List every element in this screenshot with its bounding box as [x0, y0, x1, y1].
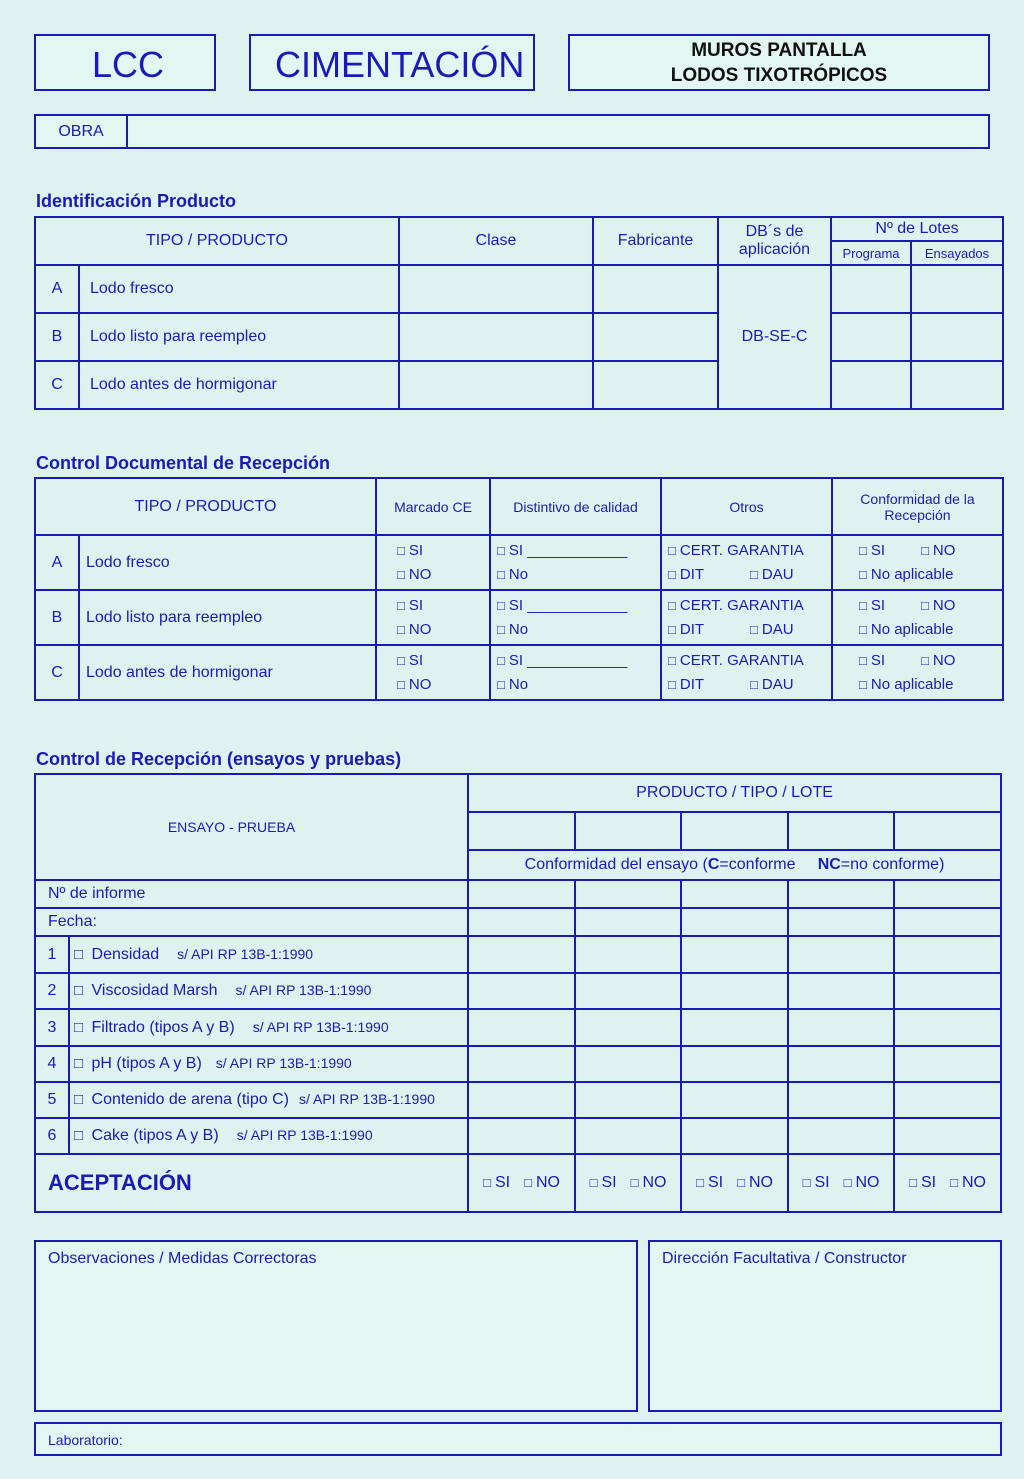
checkbox-icon: □ — [497, 597, 505, 613]
cr-result-cell[interactable] — [788, 1118, 894, 1154]
checkbox-icon: □ — [668, 652, 676, 668]
cr-result-cell[interactable] — [894, 936, 1001, 973]
checkbox-icon: □ — [859, 621, 867, 637]
cr-aceptacion-si[interactable]: □ SI — [483, 1174, 511, 1191]
checkbox-icon: □ — [950, 1175, 958, 1190]
cr-result-cell[interactable] — [894, 1082, 1001, 1118]
cr-test-item[interactable] — [69, 1118, 468, 1154]
cr-result-cell[interactable] — [894, 1118, 1001, 1154]
checkbox-icon: □ — [397, 676, 405, 692]
header-cimentacion: CIMENTACIÓN — [275, 44, 525, 85]
cd-row — [35, 645, 1003, 700]
cr-aceptacion-cell — [575, 1154, 681, 1212]
cr-producto-tipo-lote: PRODUCTO / TIPO / LOTE — [468, 774, 1001, 812]
id-cell-fabricante[interactable] — [593, 265, 718, 313]
cd-option-no-aplicable[interactable]: □ No aplicable — [859, 675, 954, 693]
cd-otros-line2 — [668, 563, 831, 587]
checkbox-icon: □ — [497, 652, 505, 668]
cr-aceptacion-no[interactable]: □ NO — [843, 1174, 880, 1191]
cd-row — [35, 535, 1003, 590]
cd-option-dit[interactable]: □ DIT — [668, 675, 705, 693]
id-cell-ensayados[interactable] — [911, 361, 1003, 409]
cd-option-si[interactable]: □ SI — [397, 541, 424, 559]
cd-conformidad-options — [832, 645, 1003, 700]
cr-fecha-cell[interactable] — [575, 908, 681, 936]
cd-option-cert[interactable]: □ CERT. GARANTIA — [668, 596, 804, 614]
cr-test-item[interactable] — [69, 973, 468, 1009]
cd-conformidad-line1 — [859, 539, 1002, 563]
id-cell-fabricante[interactable] — [593, 361, 718, 409]
cr-test-ref: s/ API RP 13B-1:1990 — [235, 982, 372, 998]
checkbox-icon: □ — [397, 542, 405, 558]
cd-header-conformidad-line2: Recepción — [884, 506, 951, 523]
cd-option-dau[interactable]: □ DAU — [750, 620, 794, 638]
cr-test-ref: s/ API RP 13B-1:1990 — [252, 1018, 389, 1035]
cd-otros-line2 — [668, 618, 831, 642]
cr-test-ref: s/ API RP 13B-1:1990 — [177, 945, 314, 962]
id-header-ensayados: Ensayados — [911, 241, 1003, 265]
cd-option-si[interactable]: □ SI — [859, 596, 886, 614]
checkbox-icon: □ — [74, 982, 84, 999]
checkbox-icon: □ — [750, 621, 758, 637]
cr-fecha-cell[interactable] — [788, 908, 894, 936]
checkbox-icon: □ — [802, 1175, 811, 1190]
cd-otros-options — [661, 645, 832, 700]
cd-option-no-aplicable[interactable]: □ No aplicable — [859, 620, 954, 638]
cr-result-cell[interactable] — [575, 1009, 681, 1046]
checkbox-icon: □ — [74, 1091, 84, 1108]
cd-option-no[interactable]: □ No — [497, 565, 529, 583]
cr-test-row — [35, 1009, 1001, 1046]
header-lcc-box — [34, 34, 216, 91]
checkbox-icon: □ — [524, 1175, 532, 1190]
identificacion-table — [34, 216, 1004, 410]
cd-conformidad-options — [832, 535, 1003, 590]
checkbox-icon: □ — [74, 945, 84, 963]
checkbox-icon: □ — [74, 1018, 84, 1036]
checkbox-icon: □ — [397, 597, 405, 613]
id-cell-programa[interactable] — [831, 361, 911, 409]
cd-marcado-options — [376, 535, 490, 590]
cr-test-name: Cake (tipos A y B) — [91, 1127, 219, 1144]
cr-result-cell[interactable] — [468, 1118, 575, 1154]
cd-distintivo-options — [490, 535, 661, 590]
checkbox-icon: □ — [397, 621, 405, 637]
cr-result-cell[interactable] — [468, 1046, 575, 1082]
cd-option-dit[interactable]: □ DIT — [668, 620, 705, 638]
checkbox-icon: □ — [589, 1175, 598, 1190]
cd-otros-options — [661, 535, 832, 590]
cr-lote-cell[interactable] — [575, 812, 681, 850]
cd-conformidad-options — [832, 590, 1003, 645]
cr-result-cell[interactable] — [788, 1009, 894, 1046]
checkbox-icon: □ — [668, 566, 676, 582]
checkbox-icon: □ — [397, 566, 405, 582]
header-title-box — [568, 34, 990, 91]
cr-result-cell[interactable] — [575, 1118, 681, 1154]
cr-informe-cell[interactable] — [681, 880, 788, 908]
header-lcc: LCC — [92, 44, 165, 85]
cd-row-product: Lodo listo para reempleo — [79, 590, 376, 645]
cr-aceptacion-cell — [788, 1154, 894, 1212]
cr-aceptacion-cell — [894, 1154, 1001, 1212]
cr-result-cell[interactable] — [681, 1082, 788, 1118]
checkbox-icon: □ — [668, 676, 676, 692]
cr-test-item[interactable] — [69, 936, 468, 973]
cr-aceptacion-si[interactable]: □ SI — [589, 1174, 617, 1191]
checkbox-icon: □ — [750, 676, 758, 692]
cr-test-num: 3 — [35, 1009, 69, 1046]
cr-test-name: pH (tipos A y B) — [91, 1055, 202, 1072]
cr-result-cell[interactable] — [681, 936, 788, 973]
cd-option-si-blank[interactable]: □ SI ____________ — [497, 596, 628, 614]
cr-test-row — [35, 1046, 1001, 1082]
id-cell-ensayados[interactable] — [911, 265, 1003, 313]
cd-option-no-aplicable[interactable]: □ No aplicable — [859, 565, 954, 583]
cr-aceptacion-cell — [681, 1154, 788, 1212]
cr-test-row — [35, 973, 1001, 1009]
checkbox-icon: □ — [921, 652, 929, 668]
checkbox-icon: □ — [859, 566, 867, 582]
cr-result-cell[interactable] — [575, 1046, 681, 1082]
id-cell-fabricante[interactable] — [593, 313, 718, 361]
checkbox-icon: □ — [668, 542, 676, 558]
cd-option-cert[interactable]: □ CERT. GARANTIA — [668, 541, 804, 559]
cd-option-no[interactable]: □ NO — [397, 675, 432, 693]
cr-test-ref: s/ API RP 13B-1:1990 — [236, 1127, 373, 1143]
id-row-letter: C — [35, 361, 79, 409]
id-header-dbs-line1: DB´s de — [745, 223, 804, 240]
cr-test-ref: s/ API RP 13B-1:1990 — [298, 1091, 435, 1107]
cd-option-no[interactable]: □ No — [497, 675, 529, 693]
cd-option-no[interactable]: □ NO — [921, 596, 956, 614]
cd-option-no[interactable]: □ NO — [397, 565, 432, 583]
cd-row-product: Lodo antes de hormigonar — [79, 645, 376, 700]
cr-informe-cell[interactable] — [894, 880, 1001, 908]
cd-option-si-blank[interactable]: □ SI ____________ — [497, 541, 628, 559]
checkbox-icon: □ — [497, 676, 505, 692]
cr-result-cell[interactable] — [894, 973, 1001, 1009]
cd-option-dau[interactable]: □ DAU — [750, 675, 794, 693]
cr-result-cell[interactable] — [788, 1082, 894, 1118]
cr-test-item[interactable] — [69, 1046, 468, 1082]
checkbox-icon: □ — [497, 566, 505, 582]
id-header-clase: Clase — [399, 217, 593, 265]
id-cell-clase[interactable] — [399, 313, 593, 361]
cr-result-cell[interactable] — [575, 1082, 681, 1118]
control-recepcion-table — [34, 773, 1002, 1213]
cr-lote-cell[interactable] — [468, 812, 575, 850]
id-header-dbs-line2: aplicación — [738, 241, 811, 258]
cr-lote-cell[interactable] — [681, 812, 788, 850]
id-row-product: Lodo antes de hormigonar — [79, 361, 399, 409]
cr-test-row — [35, 936, 1001, 973]
cr-result-cell[interactable] — [468, 936, 575, 973]
laboratorio-label: Laboratorio: — [48, 1432, 123, 1448]
cr-aceptacion-no[interactable]: □ NO — [524, 1174, 560, 1191]
checkbox-icon: □ — [497, 542, 505, 558]
id-header-lotes: Nº de Lotes — [831, 217, 1003, 241]
id-cell-clase[interactable] — [399, 361, 593, 409]
cr-test-num: 4 — [35, 1046, 69, 1082]
id-row-product: Lodo listo para reempleo — [79, 313, 399, 361]
cd-row-letter: C — [35, 645, 79, 700]
header-cimentacion-box — [249, 34, 535, 91]
cr-test-item[interactable] — [69, 1082, 468, 1118]
cr-test-ref: s/ API RP 13B-1:1990 — [215, 1055, 352, 1071]
cd-option-si-blank[interactable]: □ SI ____________ — [497, 651, 628, 669]
id-db-value: DB-SE-C — [718, 265, 831, 409]
cr-test-name: Viscosidad Marsh — [91, 982, 218, 999]
header-title-line2: LODOS TIXOTRÓPICOS — [670, 65, 888, 86]
cr-informe-cell[interactable] — [788, 880, 894, 908]
observaciones-box[interactable] — [34, 1240, 638, 1412]
cr-fecha-cell[interactable] — [681, 908, 788, 936]
cr-result-cell[interactable] — [788, 1046, 894, 1082]
cr-aceptacion-no[interactable]: □ NO — [950, 1174, 986, 1191]
cd-header-conformidad-line1: Conformidad de la — [860, 490, 975, 507]
cd-header-conformidad — [832, 478, 1003, 535]
cr-aceptacion-label: ACEPTACIÓN — [35, 1154, 468, 1212]
cd-option-si[interactable]: □ SI — [397, 596, 424, 614]
cd-option-dit[interactable]: □ DIT — [668, 565, 705, 583]
cr-fecha-cell[interactable] — [894, 908, 1001, 936]
cd-option-no[interactable]: □ NO — [397, 620, 432, 638]
cr-informe-cell[interactable] — [575, 880, 681, 908]
cr-test-name: Filtrado (tipos A y B) — [91, 1018, 235, 1036]
cd-option-no[interactable]: □ NO — [921, 651, 956, 669]
cr-test-num: 2 — [35, 973, 69, 1009]
checkbox-icon: □ — [483, 1175, 491, 1190]
checkbox-icon: □ — [397, 652, 405, 668]
control-documental-table — [34, 477, 1004, 701]
cr-conformidad-legend: Conformidad del ensayo (C=conforme NC=no conforme) — [468, 850, 1001, 880]
laboratorio-box[interactable] — [34, 1422, 1002, 1456]
cr-result-cell[interactable] — [681, 1009, 788, 1046]
cr-test-name: Densidad — [91, 945, 160, 963]
obra-field[interactable] — [128, 116, 988, 147]
checkbox-icon: □ — [668, 621, 676, 637]
checkbox-icon: □ — [909, 1175, 917, 1190]
checkbox-icon: □ — [750, 566, 758, 582]
id-header-dbs — [718, 217, 831, 265]
observaciones-label: Observaciones / Medidas Correctoras — [48, 1250, 317, 1267]
header-title-line1: MUROS PANTALLA — [691, 40, 867, 61]
cd-row-letter: A — [35, 535, 79, 590]
id-header-fabricante: Fabricante — [593, 217, 718, 265]
id-cell-clase[interactable] — [399, 265, 593, 313]
cr-test-row — [35, 1118, 1001, 1154]
direccion-box[interactable] — [648, 1240, 1002, 1412]
cr-result-cell[interactable] — [468, 1082, 575, 1118]
cr-test-num: 1 — [35, 936, 69, 973]
cr-result-cell[interactable] — [681, 1046, 788, 1082]
cd-header-otros: Otros — [661, 478, 832, 535]
cr-aceptacion-cell — [468, 1154, 575, 1212]
checkbox-icon: □ — [921, 542, 929, 558]
id-header-tipo: TIPO / PRODUCTO — [35, 217, 399, 265]
checkbox-icon: □ — [74, 1055, 84, 1072]
cd-row-product: Lodo fresco — [79, 535, 376, 590]
cd-marcado-options — [376, 645, 490, 700]
id-header-programa: Programa — [831, 241, 911, 265]
id-cell-ensayados[interactable] — [911, 313, 1003, 361]
cr-test-item[interactable] — [69, 1009, 468, 1046]
cd-header-distintivo: Distintivo de calidad — [490, 478, 661, 535]
cr-n-informe: Nº de informe — [35, 880, 468, 908]
cr-lote-cell[interactable] — [788, 812, 894, 850]
cr-result-cell[interactable] — [575, 973, 681, 1009]
control-recepcion-title: Control de Recepción (ensayos y pruebas) — [36, 749, 402, 769]
cr-test-name: Contenido de arena (tipo C) — [91, 1091, 289, 1108]
cr-aceptacion-si[interactable]: □ SI — [696, 1174, 724, 1191]
cd-option-no[interactable]: □ NO — [921, 541, 956, 559]
checkbox-icon: □ — [737, 1175, 745, 1190]
cd-distintivo-options — [490, 590, 661, 645]
cr-test-row — [35, 1082, 1001, 1118]
cr-fecha-cell[interactable] — [468, 908, 575, 936]
cd-option-si[interactable]: □ SI — [859, 651, 886, 669]
checkbox-icon: □ — [668, 597, 676, 613]
id-row-product: Lodo fresco — [79, 265, 399, 313]
cd-conformidad-line1 — [859, 594, 1002, 618]
control-documental-title: Control Documental de Recepción — [36, 453, 331, 473]
obra-row — [34, 114, 990, 149]
checkbox-icon: □ — [859, 597, 867, 613]
cd-option-dau[interactable]: □ DAU — [750, 565, 794, 583]
checkbox-icon: □ — [859, 542, 867, 558]
cd-row-letter: B — [35, 590, 79, 645]
cr-result-cell[interactable] — [575, 936, 681, 973]
cr-test-num: 6 — [35, 1118, 69, 1154]
cd-otros-options — [661, 590, 832, 645]
cr-aceptacion-row — [35, 1154, 1001, 1212]
cr-result-cell[interactable] — [681, 973, 788, 1009]
checkbox-icon: □ — [696, 1175, 704, 1190]
id-row-letter: A — [35, 265, 79, 313]
id-cell-programa[interactable] — [831, 313, 911, 361]
cr-result-cell[interactable] — [894, 1046, 1001, 1082]
cr-aceptacion-si[interactable]: □ SI — [802, 1174, 830, 1191]
cd-row — [35, 590, 1003, 645]
direccion-label: Dirección Facultativa / Constructor — [662, 1250, 907, 1267]
cr-informe-cell[interactable] — [468, 880, 575, 908]
cr-ensayo-prueba: ENSAYO - PRUEBA — [35, 774, 468, 880]
cr-result-cell[interactable] — [788, 973, 894, 1009]
cr-result-cell[interactable] — [468, 1009, 575, 1046]
cd-option-cert[interactable]: □ CERT. GARANTIA — [668, 651, 804, 669]
cd-option-si[interactable]: □ SI — [859, 541, 886, 559]
checkbox-icon: □ — [921, 597, 929, 613]
cr-result-cell[interactable] — [681, 1118, 788, 1154]
cd-conformidad-line1 — [859, 649, 1002, 673]
identificacion-title: Identificación Producto — [36, 191, 237, 211]
checkbox-icon: □ — [843, 1175, 852, 1190]
id-row-letter: B — [35, 313, 79, 361]
checkbox-icon: □ — [497, 621, 505, 637]
obra-label: OBRA — [36, 116, 128, 147]
cd-option-si[interactable]: □ SI — [397, 651, 424, 669]
cd-header-tipo: TIPO / PRODUCTO — [35, 478, 376, 535]
cd-distintivo-options — [490, 645, 661, 700]
cd-header-marcado: Marcado CE — [376, 478, 490, 535]
cd-option-no[interactable]: □ No — [497, 620, 529, 638]
cr-result-cell[interactable] — [788, 936, 894, 973]
cr-aceptacion-no[interactable]: □ NO — [737, 1174, 773, 1191]
cr-aceptacion-si[interactable]: □ SI — [909, 1174, 937, 1191]
cr-aceptacion-no[interactable]: □ NO — [630, 1174, 667, 1191]
checkbox-icon: □ — [859, 652, 867, 668]
cd-marcado-options — [376, 590, 490, 645]
cd-otros-line2 — [668, 673, 831, 697]
cr-result-cell[interactable] — [468, 973, 575, 1009]
cr-lote-cell[interactable] — [894, 812, 1001, 850]
checkbox-icon: □ — [630, 1175, 639, 1190]
id-cell-programa[interactable] — [831, 265, 911, 313]
cr-test-num: 5 — [35, 1082, 69, 1118]
cr-fecha: Fecha: — [35, 908, 468, 936]
checkbox-icon: □ — [859, 676, 867, 692]
cr-result-cell[interactable] — [894, 1009, 1001, 1046]
checkbox-icon: □ — [74, 1127, 84, 1144]
